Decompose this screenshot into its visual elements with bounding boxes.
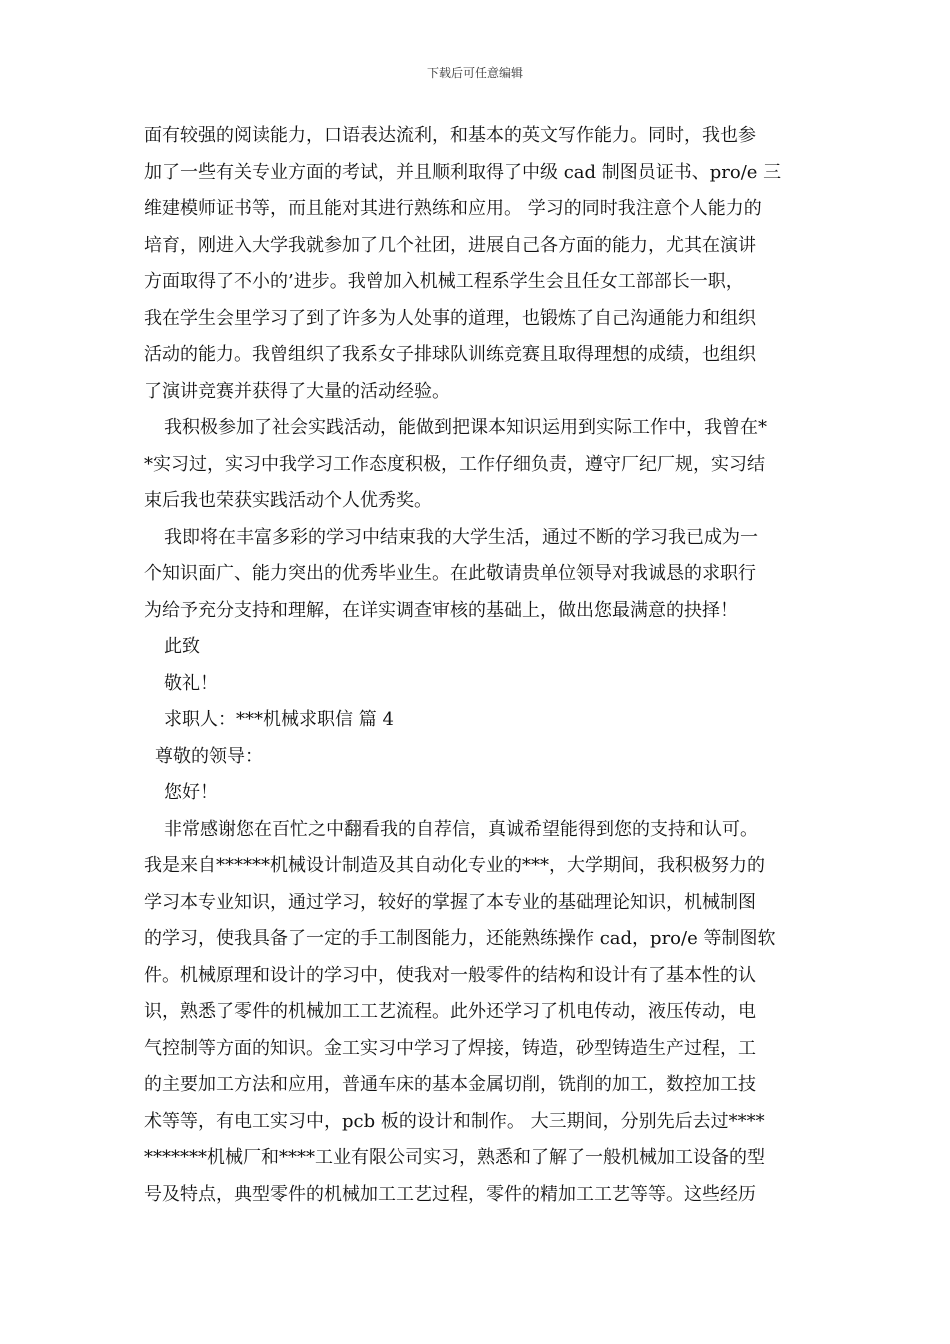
text-line: *******机械厂和****工业有限公司实习，熟悉和了解了一般机械加工设备的型 [144, 1147, 765, 1168]
text-line: 我积极参加了社会实践活动，能做到把课本知识运用到实际工作中，我曾在* [164, 417, 767, 438]
text-line: 识，熟悉了零件的机械加工工艺流程。此外还学习了机电传动，液压传动，电 [144, 1001, 756, 1022]
text-line: 维建模师证书等，而且能对其进行熟练和应用。 学习的同时我注意个人能力的 [144, 198, 762, 219]
text-line: 敬礼！ [164, 672, 218, 694]
text-line: 您好！ [164, 782, 218, 803]
text-line: *实习过，实习中我学习工作态度积极，工作仔细负责，遵守厂纪厂规，实习结 [144, 453, 765, 475]
text-line: 培育，刚进入大学我就参加了几个社团，进展自己各方面的能力，尤其在演讲 [144, 234, 756, 256]
text-line: 加了一些有关专业方面的考试，并且顺利取得了中级 cad 制图员证书、pro/e 三 [144, 161, 782, 183]
text-line: 面有较强的阅读能力，口语表达流利，和基本的英文写作能力。同时，我也参 [144, 125, 756, 146]
text-line: 的学习，使我具备了一定的手工制图能力，还能熟练操作 cad，pro/e 等制图软 [144, 928, 776, 949]
text-line: 件。机械原理和设计的学习中，使我对一般零件的结构和设计有了基本性的认 [144, 964, 756, 986]
text-line: 为给予充分支持和理解，在详实调查审核的基础上，做出您最满意的抉择！ [144, 599, 738, 621]
text-line: 此致 [164, 636, 200, 657]
text-line: 我即将在丰富多彩的学习中结束我的大学生活，通过不断的学习我已成为一 [164, 526, 758, 548]
document-body [144, 118, 810, 1213]
text-line: 活动的能力。我曾组织了我系女子排球队训练竞赛且取得理想的成绩，也组织 [144, 344, 756, 365]
text-line: 了演讲竞赛并获得了大量的活动经验。 [144, 380, 450, 402]
text-line: 学习本专业知识，通过学习，较好的掌握了本专业的基础理论知识，机械制图 [144, 891, 756, 913]
text-line: 我在学生会里学习了到了许多为人处事的道理，也锻炼了自己沟通能力和组织 [144, 307, 756, 329]
text-line: 气控制等方面的知识。金工实习中学习了焊接，铸造，砂型铸造生产过程，工 [144, 1037, 756, 1059]
text-line: 方面取得了不小的’进步。我曾加入机械工程系学生会且任女工部部长一职， [144, 271, 744, 292]
text-line: 个知识面广、能力突出的优秀毕业生。在此敬请贵单位领导对我诚恳的求职行 [144, 563, 756, 584]
text-line: 我是来自******机械设计制造及其自动化专业的***，大学期间，我积极努力的 [144, 855, 765, 876]
text-line: 束后我也荣获实践活动个人优秀奖。 [144, 490, 432, 511]
text-line: 的主要加工方法和应用，普通车床的基本金属切削，铣削的加工，数控加工技 [144, 1074, 756, 1095]
text-line: 尊敬的领导： [155, 745, 263, 767]
text-line: 求职人：***机械求职信 篇 4 [164, 709, 394, 730]
text-line: 术等等，有电工实习中，pcb 板的设计和制作。 大三期间，分别先后去过**** [144, 1110, 765, 1132]
text-line: 号及特点，典型零件的机械加工工艺过程，零件的精加工工艺等等。这些经历 [144, 1183, 756, 1205]
page-header: 下载后可任意编辑 [426, 66, 523, 80]
text-line: 非常感谢您在百忙之中翻看我的自荐信，真诚希望能得到您的支持和认可。 [164, 818, 758, 840]
